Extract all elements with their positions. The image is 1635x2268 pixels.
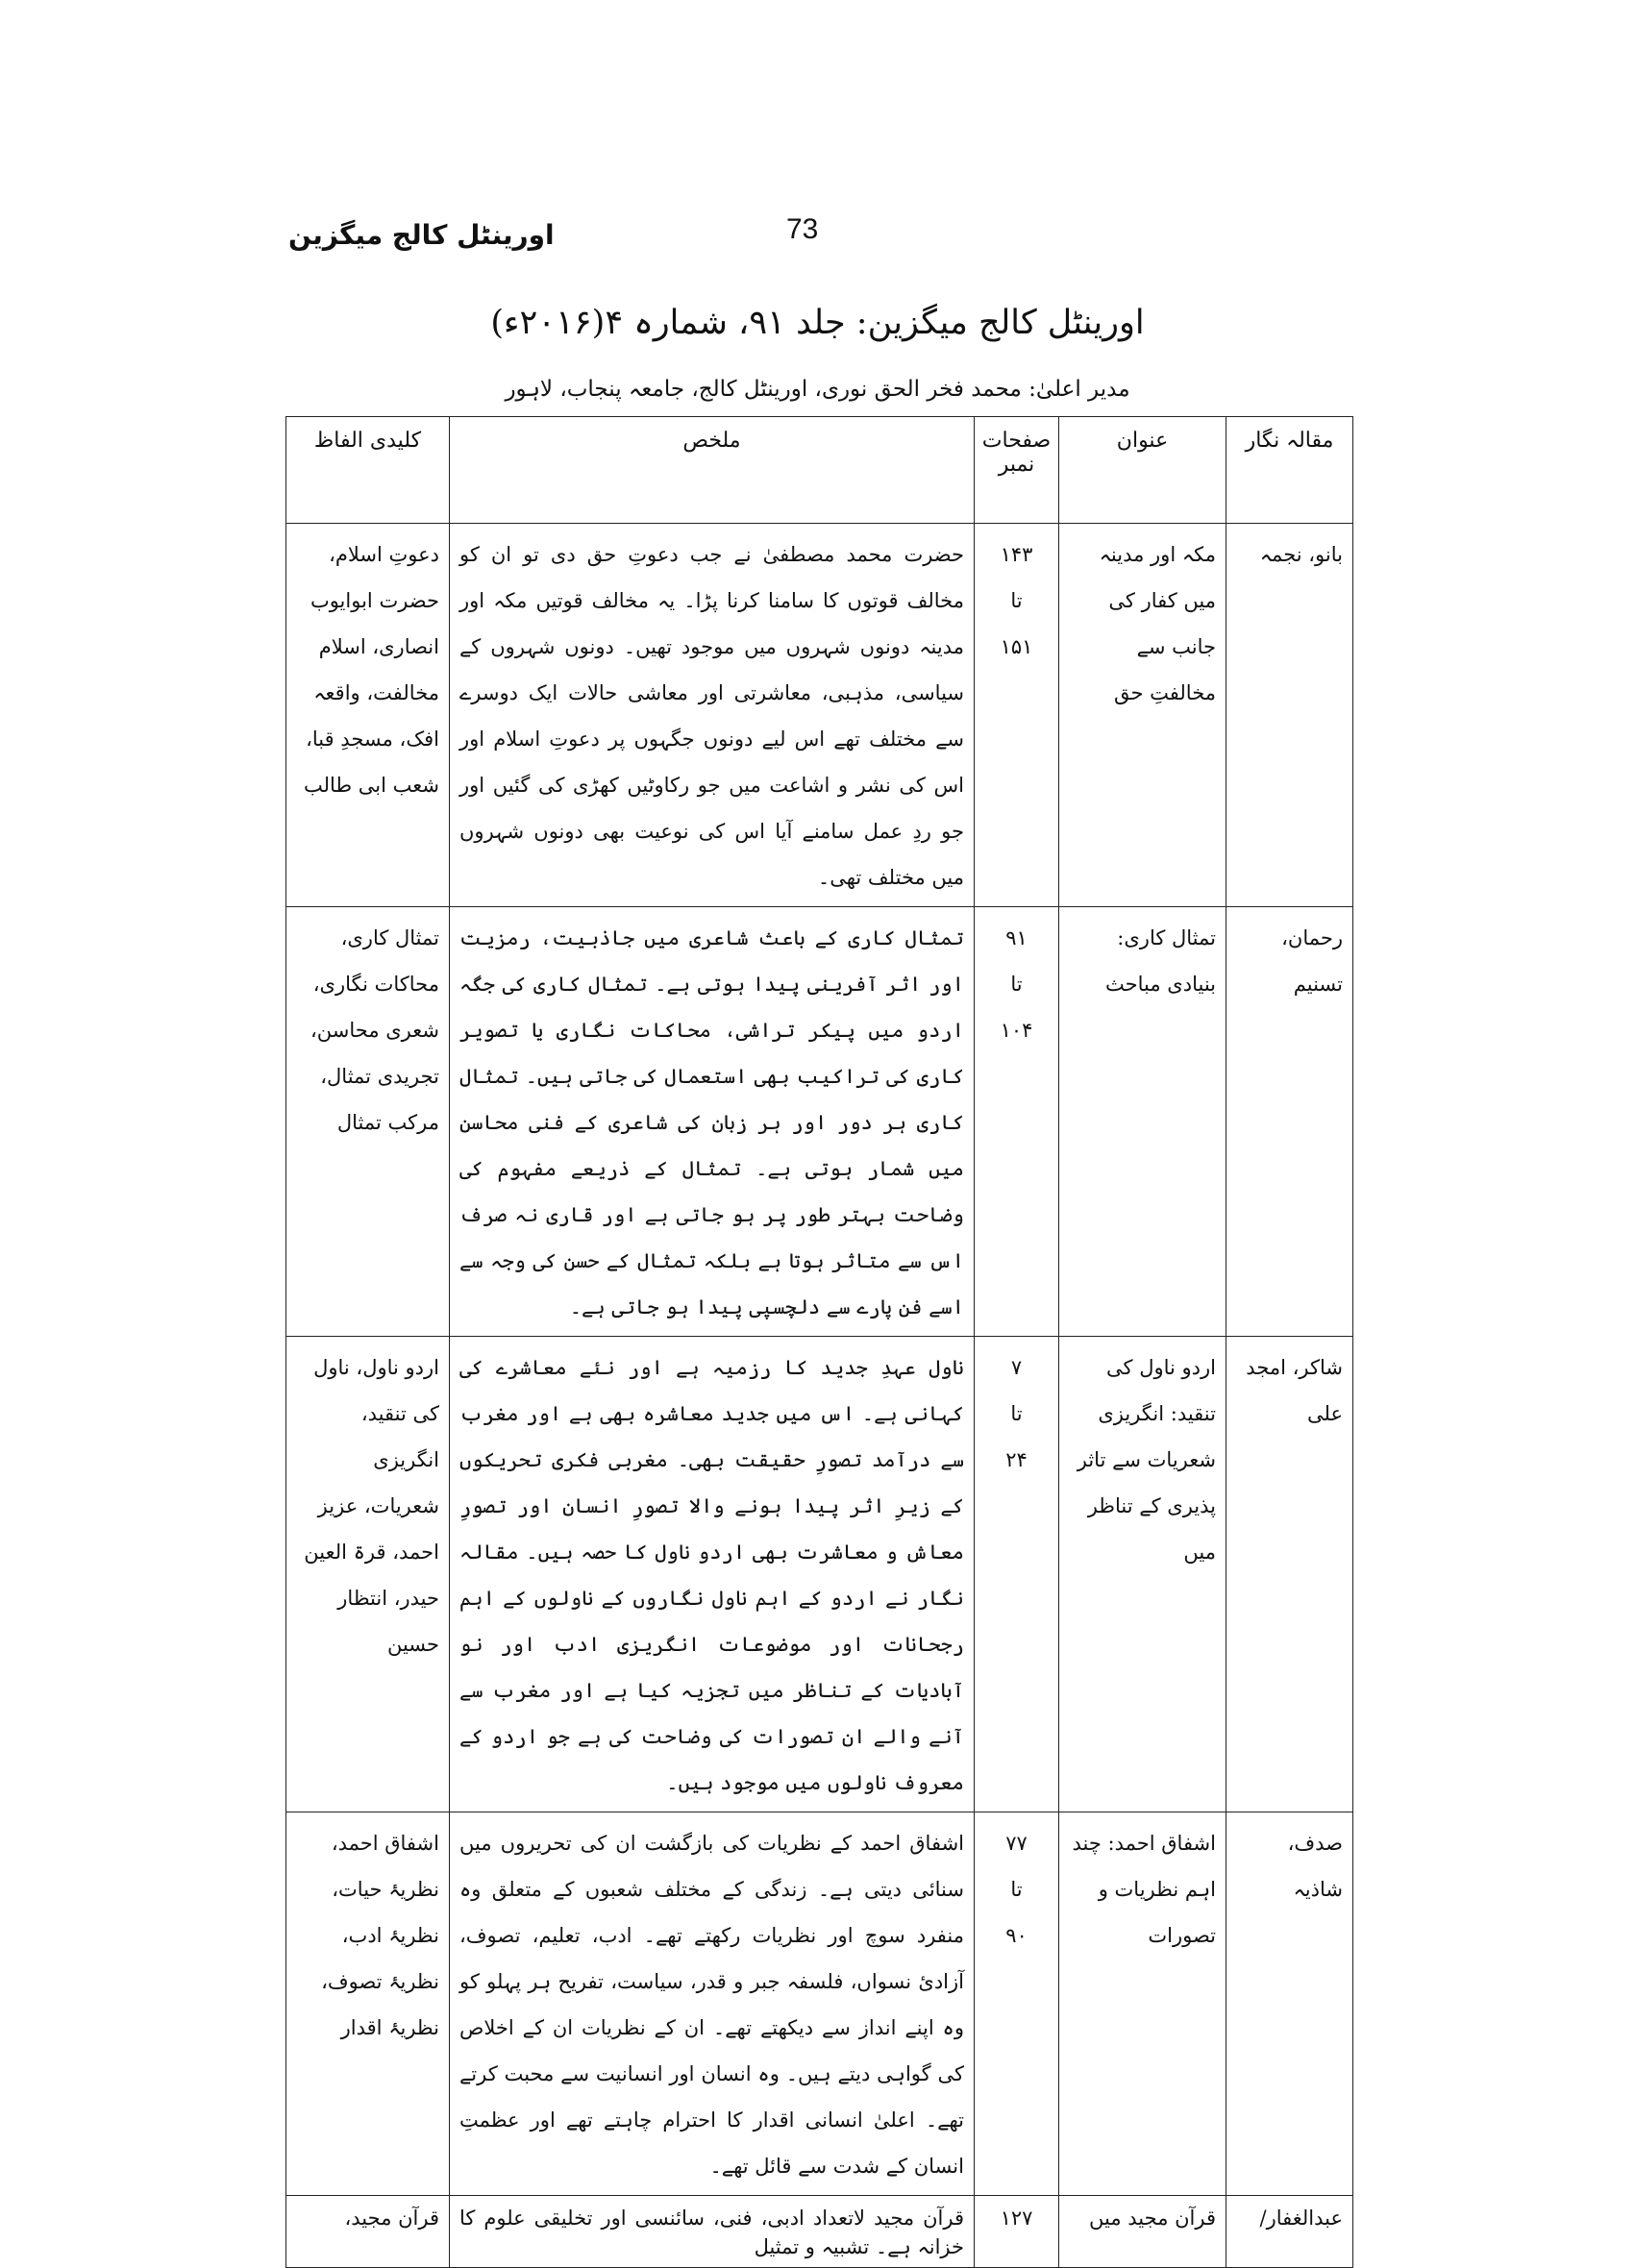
running-title: اورینٹل کالج میگزین	[288, 219, 555, 251]
table-row	[286, 2196, 1353, 2268]
keywords-cell: قرآن مجید،	[286, 2196, 450, 2268]
table-header-row	[286, 417, 1353, 524]
journal-title: اورینٹل کالج میگزین: جلد ۹۱، شمارہ ۴(۲۰۱۶ء)	[490, 304, 1145, 342]
page-from: ۹۱	[1005, 926, 1028, 949]
table-row	[286, 907, 1353, 1337]
page-from: ۱۴۳	[1000, 543, 1033, 566]
abstract-cell: اشفاق احمد کے نظریات کی بازگشت ان کی تحریروں میں سنائی دیتی ہے۔ زندگی کے مختلف شعبوں کے متعلق وہ منفرد سوچ اور نظریات رکھتے تھے۔ ادب، تعلیم، تصوف، آزادیٔ نسواں، فلسفہ جبر و قدر، سیاست، تفریح ہر پہلو کو وہ اپنے انداز سے دیکھتے تھے۔ ان کے نظریات ان کے اخلاص کی گواہی دیتے ہیں۔ وہ انسان اور انسانیت سے محبت کرتے تھے۔ اعلیٰ انسانی اقدار کا احترام چاہتے تھے اور عظمتِ انسان کے شدت سے قائل تھے۔	[450, 1812, 975, 2196]
author-cell: عبدالغفار/	[1226, 2196, 1353, 2268]
abstract-cell: ناول عہدِ جدید کا رزمیہ ہے اور نئے معاشرے کی کہانی ہے۔ اس میں جدید معاشرہ بھی ہے اور مغرب سے درآمد تصورِ حقیقت بھی۔ مغربی فکری تحریکوں کے زیرِ اثر پیدا ہونے والا تصورِ انسان اور تصورِ معاش و معاشرت بھی اردو ناول کا حصہ ہیں۔ مقالہ نگار نے اردو کے اہم ناول نگاروں کے ناولوں کے اہم رجحانات اور موضوعات انگریزی ادب اور نو آبادیات کے تناظر میں تجزیہ کیا ہے اور مغرب سے آنے والے ان تصورات کی وضاحت کی ہے جو اردو کے معروف ناولوں میں موجود ہیں۔	[450, 1337, 975, 1812]
page-number: 73	[786, 213, 819, 245]
table-row	[286, 1337, 1353, 1812]
header-author: مقالہ نگار	[1226, 417, 1353, 524]
table-row	[286, 524, 1353, 907]
header-keywords: کلیدی الفاظ	[286, 417, 450, 524]
page-separator: تا	[1010, 1402, 1023, 1425]
author-cell: رحمان، تسنیم	[1226, 907, 1353, 1337]
keywords-cell: دعوتِ اسلام، حضرت ابوایوب انصاری، اسلام مخالفت، واقعہ افک، مسجدِ قبا، شعب ابی طالب	[286, 524, 450, 907]
editor-line: مدیر اعلیٰ: محمد فخر الحق نوری، اورینٹل کالج، جامعہ پنجاب، لاہور	[505, 377, 1130, 402]
abstract-cell: حضرت محمد مصطفیٰ نے جب دعوتِ حق دی تو ان کو مخالف قوتوں کا سامنا کرنا پڑا۔ یہ مخالف قوتیں مکہ اور مدینہ دونوں شہروں میں موجود تھیں۔ دونوں شہروں کے سیاسی، مذہبی، معاشرتی اور معاشی حالات ایک دوسرے سے مختلف تھے اس لیے دونوں جگہوں پر دعوتِ اسلام اور اس کی نشر و اشاعت میں جو رکاوٹیں کھڑی کی گئیں اور جو ردِ عمل سامنے آیا اس کی نوعیت بھی دونوں شہروں میں مختلف تھی۔	[450, 524, 975, 907]
abstract-cell: قرآن مجید لاتعداد ادبی، فنی، سائنسی اور تخلیقی علوم کا خزانہ ہے۔ تشبیہ و تمثیل	[450, 2196, 975, 2268]
page-separator: تا	[1010, 973, 1023, 996]
author-cell: شاکر، امجد علی	[1226, 1337, 1353, 1812]
pages-cell	[975, 2196, 1059, 2268]
header-pages: صفحات نمبر	[975, 417, 1059, 524]
page-to: ۱۵۱	[1000, 635, 1033, 658]
pages-cell	[975, 524, 1059, 907]
page-separator: تا	[1010, 589, 1023, 612]
articles-table	[285, 416, 1353, 2268]
pages-cell	[975, 907, 1059, 1337]
keywords-cell: تمثال کاری، محاکات نگاری، شعری محاسن، تجریدی تمثال، مرکب تمثال	[286, 907, 450, 1337]
title-cell: اشفاق احمد: چند اہم نظریات و تصورات	[1059, 1812, 1226, 2196]
page-separator: تا	[1010, 1878, 1023, 1901]
keywords-cell: اردو ناول، ناول کی تنقید، انگریزی شعریات، عزیز احمد، قرۃ العین حیدر، انتظار حسین	[286, 1337, 450, 1812]
title-cell: اردو ناول کی تنقید: انگریزی شعریات سے تاثر پذیری کے تناظر میں	[1059, 1337, 1226, 1812]
page-from: ۷۷	[1005, 1832, 1028, 1855]
page-from: ۱۲۷	[1000, 2206, 1033, 2230]
page-from: ۷	[1010, 1356, 1023, 1379]
title-cell: قرآن مجید میں	[1059, 2196, 1226, 2268]
pages-cell	[975, 1812, 1059, 2196]
page-to: ۲۴	[1005, 1448, 1028, 1471]
pages-cell	[975, 1337, 1059, 1812]
header-title: عنوان	[1059, 417, 1226, 524]
keywords-cell: اشفاق احمد، نظریۂ حیات، نظریۂ ادب، نظریۂ تصوف، نظریۂ اقدار	[286, 1812, 450, 2196]
title-cell: تمثال کاری: بنیادی مباحث	[1059, 907, 1226, 1337]
table-row	[286, 1812, 1353, 2196]
page-to: ۱۰۴	[1000, 1019, 1033, 1042]
page-to: ۹۰	[1005, 1924, 1028, 1947]
author-cell: بانو، نجمہ	[1226, 524, 1353, 907]
abstract-cell: تمثال کاری کے باعث شاعری میں جاذبیت، رمزیت اور اثر آفرینی پیدا ہوتی ہے۔ تمثال کاری کی جگہ اردو میں پیکر تراشی، محاکات نگاری یا تصویر کاری کی تراکیب بھی استعمال کی جاتی ہیں۔ تمثال کاری ہر دور اور ہر زبان کی شاعری کے فنی محاسن میں شمار ہوتی ہے۔ تمثال کے ذریعے مفہوم کی وضاحت بہتر طور پر ہو جاتی ہے اور قاری نہ صرف اس سے متاثر ہوتا ہے بلکہ تمثال کے حسن کی وجہ سے اسے فن پارے سے دلچسپی پیدا ہو جاتی ہے۔	[450, 907, 975, 1337]
author-cell: صدف، شاذیہ	[1226, 1812, 1353, 2196]
header-abstract: ملخص	[450, 417, 975, 524]
title-cell: مکہ اور مدینہ میں کفار کی جانب سے مخالفتِ حق	[1059, 524, 1226, 907]
